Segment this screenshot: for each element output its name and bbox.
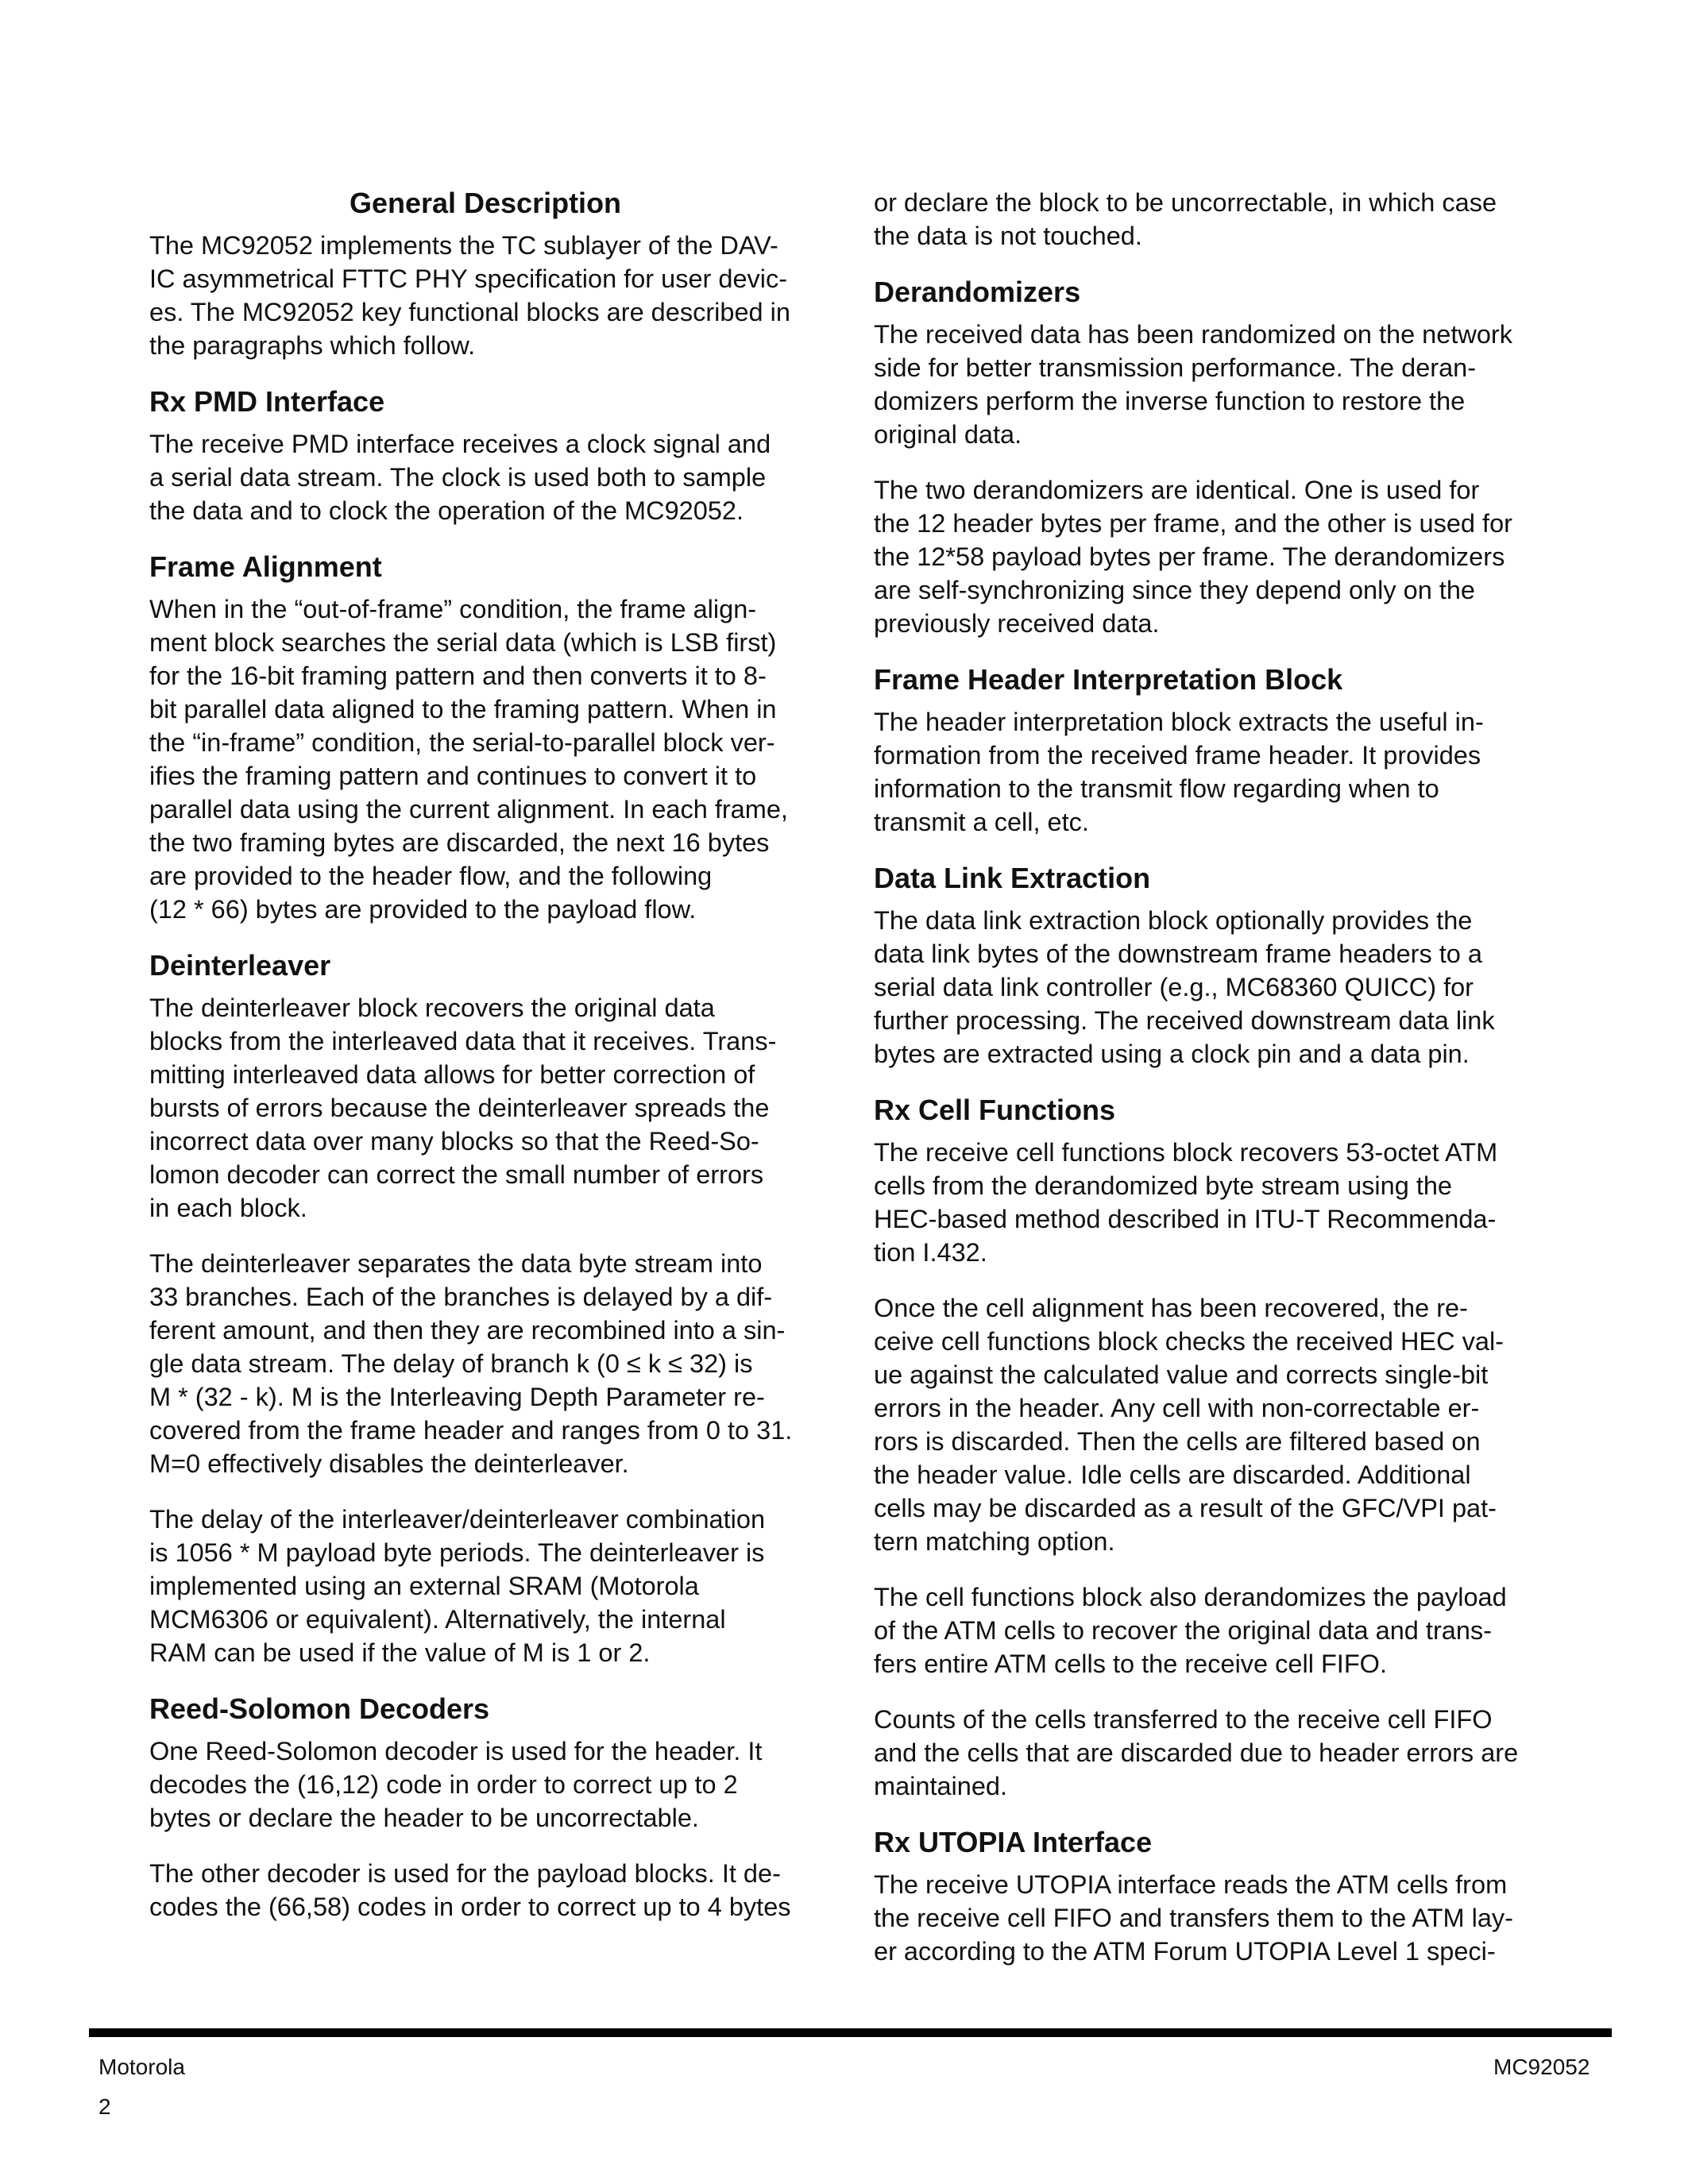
footer-part-number: MC92052: [1493, 2055, 1590, 2079]
paragraph-deinterleaver-3: The delay of the interleaver/deinterleaver combination is 1056 * M payload byte periods. The deinterleaver is implemented using an external SRAM (Motorola MCM6306 or equivalent). Alternatively, the internal RAM can be used if the value of M is 1 or 2.: [149, 1505, 766, 1667]
paragraph-frame-header-interpretation: The header interpretation block extracts the useful in- formation from the received frame header. It provides information to the transmit flow regarding when to transmit a cell, etc.: [874, 708, 1484, 836]
section-heading-data-link-extraction: Data Link Extraction: [874, 862, 1151, 894]
section-heading-rx-pmd-interface: Rx PMD Interface: [149, 385, 385, 418]
paragraph-reed-solomon-1: One Reed-Solomon decoder is used for the header. It decodes the (16,12) code in order to correct up to 2 bytes or declare the header to be uncorrectable.: [149, 1737, 763, 1832]
paragraph-general-description: The MC92052 implements the TC sublayer of the DAV- IC asymmetrical FTTC PHY specification for user devic- es. The MC92052 key functional blocks are described in the paragraphs which follow.: [149, 231, 790, 360]
section-heading-frame-header-interpretation: Frame Header Interpretation Block: [874, 663, 1343, 696]
left-column: [149, 186, 821, 1946]
paragraph-data-link-extraction: The data link extraction block optionally provides the data link bytes of the downstream frame headers to a serial data link controller (e.g., MC68360 QUICC) for further processing. The received downstream data link bytes are extracted using a clock pin and a data pin.: [874, 906, 1495, 1068]
paragraph-frame-alignment: When in the “out-of-frame” condition, the frame align- ment block searches the serial data (which is LSB first) for the 16-bit framing pattern and then converts it to 8- bit parallel data aligned to the framing pattern. When in the “in-frame” condition, the serial-to-parallel block ver- ifies the framing pattern and continues to convert it to parallel data using the current alignment. In each frame, the two framing bytes are discarded, the next 16 bytes are provided to the header flow, and the following (12 * 66) bytes are provided to the payload flow.: [149, 595, 788, 924]
paragraph-rx-cell-functions-4: Counts of the cells transferred to the receive cell FIFO and the cells that are discarded due to header errors are maintained.: [874, 1705, 1519, 1800]
paragraph-rx-utopia-interface: The receive UTOPIA interface reads the ATM cells from the receive cell FIFO and transfers them to the ATM lay- er according to the ATM Forum UTOPIA Level 1 speci-: [874, 1870, 1513, 1966]
paragraph-reed-solomon-continued: or declare the block to be uncorrectable, in which case the data is not touched.: [874, 188, 1497, 250]
right-column: [874, 186, 1546, 1990]
paragraph-reed-solomon-2: The other decoder is used for the payload blocks. It de- codes the (66,58) codes in order to correct up to 4 bytes: [149, 1859, 791, 1921]
section-heading-general-description: General Description: [349, 187, 622, 219]
paragraph-rx-cell-functions-2: Once the cell alignment has been recovered, the re- ceive cell functions block checks the received HEC val- ue against the calculated value and corrects single-bit errors in the header. Any cell with non-correctable er- rors is discarded. Then the cells are filtered based on the header value. Idle cells are discarded. Additional cells may be discarded as a result of the GFC/VPI pat- tern matching option.: [874, 1294, 1504, 1556]
footer-company: Motorola: [98, 2055, 185, 2079]
paragraph-deinterleaver-1: The deinterleaver block recovers the original data blocks from the interleaved data that it receives. Trans- mitting interleaved data allows for better correction of bursts of errors because the deinterleaver spreads the incorrect data over many blocks so that the Reed-So- lomon decoder can correct the small number of errors in each block.: [149, 994, 777, 1222]
paragraph-rx-cell-functions-1: The receive cell functions block recovers 53-octet ATM cells from the derandomized byte stream using the HEC-based method described in ITU-T Recommenda- tion I.432.: [874, 1138, 1498, 1267]
paragraph-rx-cell-functions-3: The cell functions block also derandomizes the payload of the ATM cells to recover the original data and trans- fers entire ATM cells to the receive cell FIFO.: [874, 1583, 1507, 1678]
section-heading-reed-solomon-decoders: Reed-Solomon Decoders: [149, 1692, 490, 1725]
paragraph-derandomizers-1: The received data has been randomized on the network side for better transmission performance. The deran- domizers perform the inverse function to restore the original data.: [874, 320, 1512, 449]
section-heading-deinterleaver: Deinterleaver: [149, 949, 331, 982]
page-number: 2: [98, 2094, 111, 2119]
footer-rule: [89, 2028, 1612, 2037]
section-heading-derandomizers: Derandomizers: [874, 276, 1081, 308]
paragraph-rx-pmd-interface: The receive PMD interface receives a clock signal and a serial data stream. The clock is used both to sample the data and to clock the operation of the MC92052.: [149, 430, 771, 525]
section-heading-rx-utopia-interface: Rx UTOPIA Interface: [874, 1826, 1153, 1858]
section-heading-rx-cell-functions: Rx Cell Functions: [874, 1094, 1116, 1126]
paragraph-derandomizers-2: The two derandomizers are identical. One is used for the 12 header bytes per frame, and the other is used for the 12*58 payload bytes per frame. The derandomizers are self-synchronizing since they depend only on the previously received data.: [874, 476, 1512, 638]
paragraph-deinterleaver-2: The deinterleaver separates the data byte stream into 33 branches. Each of the branches is delayed by a dif- ferent amount, and then they are recombined into a sin- gle data stream. The delay of branch k (0 ≤ k ≤ 32) is M * (32 - k). M is the Interleaving Depth Parameter re- covered from the frame header and ranges from 0 to 31. M=0 effectively disables the deinterleaver.: [149, 1249, 793, 1478]
section-heading-frame-alignment: Frame Alignment: [149, 550, 382, 583]
